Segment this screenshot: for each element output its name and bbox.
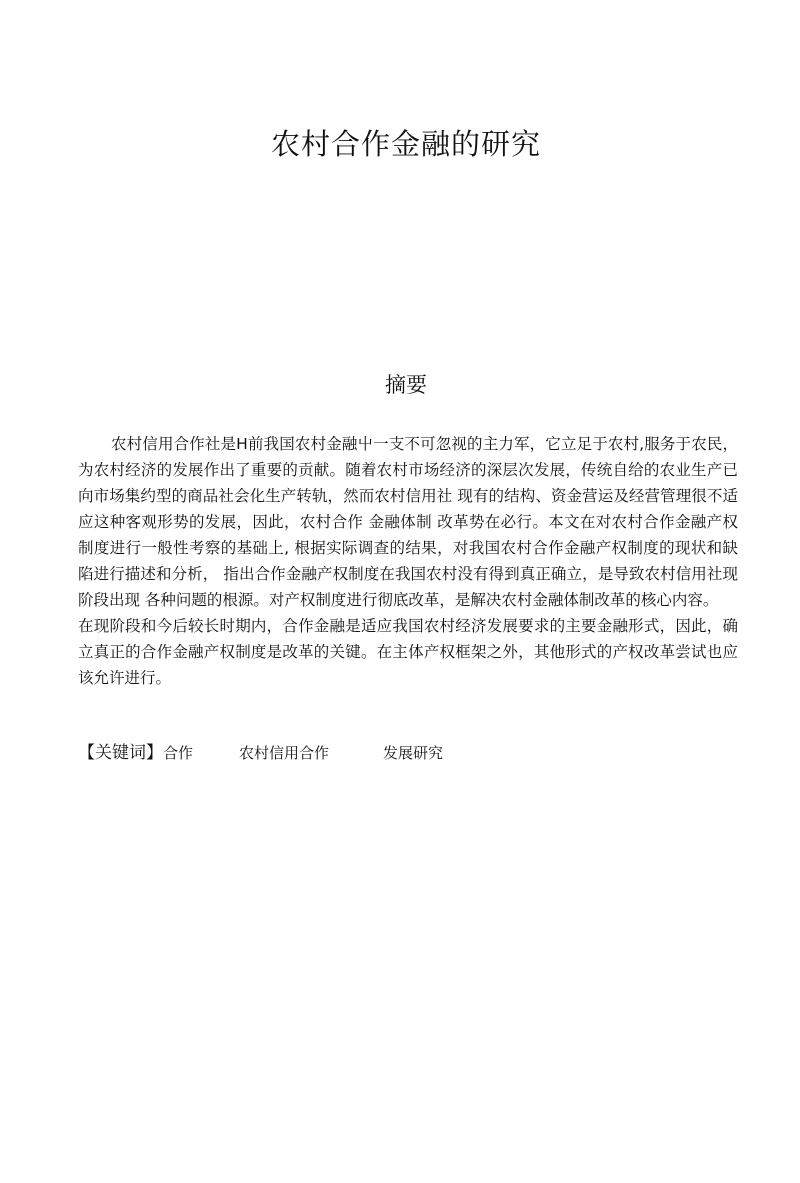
abstract-paragraph: 农村信用合作社是H前我国农村金融屮一支不可忽视的主力军，它立足于农村,服务于农民，为农村经济的发展作出了重要的贡献。随着农村市场经济的深层次发展，传统自给的农业生产已向市场集约型的商品社会化生产转轨，然而农村信用社 现有的结构、资金营运及经营管理很不适应这种客观形势的发展，因此，农村合作 金融体制 改革势在必行。本文在对农村合作金融产权制度进行一般性考察的基础上, 根据实际调查的结果，对我国农村合作金融产权制度的现状和缺陷进行描述和分析， 指出合作金融产权制度在我国农村没有得到真正确立，是导致农村信用社现阶段出现 各种问题的根源。对产权制度进行彻底改革，是解决农村金融体制改革的核心内容。 <box>78 435 738 609</box>
keyword-item: 发展研究 <box>383 744 444 762</box>
keyword-item: 农村信用合作 <box>239 744 330 762</box>
abstract-paragraph: 在现阶段和今后较长时期内，合作金融是适应我国农村经济发展要求的主要金融形式，因此，确立真正的合作金融产权制度是改革的关键。在主体产权框架之外，其他形式的产权改革尝试也应该允许进行。 <box>78 617 738 687</box>
keywords-label: 【关键词】 <box>78 743 163 763</box>
abstract-body <box>78 431 738 691</box>
document-title: 农村合作金融的研究 <box>270 127 541 161</box>
keyword-item: 合作 <box>163 744 194 762</box>
abstract-heading: 摘要 <box>385 373 427 397</box>
keywords-line <box>78 740 443 766</box>
